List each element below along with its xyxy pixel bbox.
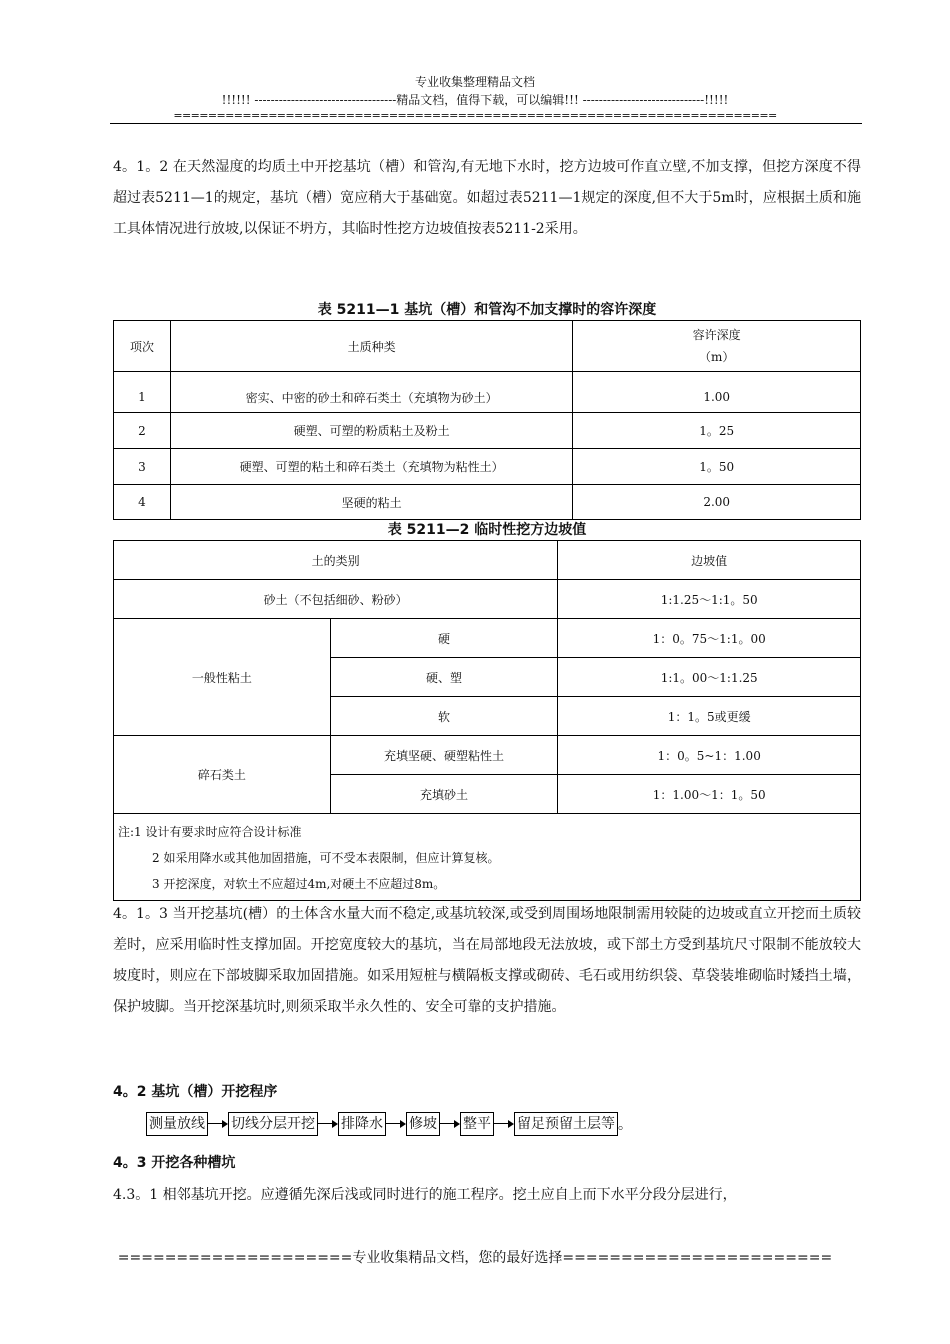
- slope-value-table: [113, 540, 861, 901]
- table-row: 软 1：1。5或更缓: [114, 697, 861, 736]
- arrow-right-icon: [440, 1119, 460, 1129]
- table-row: 2 硬塑、可塑的粉质粘土及粉土 1。25: [114, 413, 861, 449]
- table-row: 碎石类土 充填坚硬、硬塑粘性土 1：0。5~1：1.00: [114, 736, 861, 775]
- header-slope-value: 边坡值: [558, 541, 861, 580]
- table-row: 硬、塑 1:1。00～1:1.25: [114, 658, 861, 697]
- table-row: 1 密实、中密的砂土和碎石类土（充填物为砂土） 1.00: [114, 372, 861, 413]
- flow-step: 整平: [460, 1112, 494, 1136]
- table-row: 4 坚硬的粘土 2.00: [114, 485, 861, 520]
- flow-step: 修坡: [406, 1112, 440, 1136]
- flow-step: 排降水: [338, 1112, 386, 1136]
- header-item-no: 项次: [114, 321, 171, 372]
- table2-title: 表 5211—2 临时性挖方边坡值: [387, 522, 587, 538]
- header-title: 专业收集整理精品文档: [414, 75, 535, 89]
- table-notes: [114, 814, 861, 901]
- table-row: 一般性粘土 硬 1：0。75～1:1。00: [114, 619, 861, 658]
- arrow-right-icon: [494, 1119, 514, 1129]
- footer-text: ====================专业收集精品文档，您的最好选择=======================: [117, 1250, 833, 1266]
- arrow-right-icon: [318, 1119, 338, 1129]
- header-subtitle: !!!!!! -----------------------------------精品文档，值得下载，可以编辑!!! ------------------------------!!!!!: [221, 93, 729, 107]
- table-row: 充填砂土 1：1.00～1：1。50: [114, 775, 861, 814]
- header-separator: ======================================================================: [173, 109, 777, 122]
- header-allowable-depth: 容许深度 （m）: [573, 321, 861, 372]
- gravel-category: 碎石类土: [114, 736, 331, 814]
- paragraph-4-1-3: 4。1。3 当开挖基坑(槽）的土体含水量大而不稳定,或基坑较深,或受到周围场地限制需用较陡的边坡或直立开挖而土质较差时，应采用临时性支撑加固。开挖宽度较大的基坑，当在局部地段无法放坡，或下部土方受到基坑尺寸限制不能放较大坡度时，则应在下部坡脚采取加固措施。如采用短桩与横隔板支撑或砌砖、毛石或用纺织袋、草袋装堆砌临时矮挡土墙，保护坡脚。当开挖深基坑时,则须采取半永久性的、安全可靠的支护措施。: [113, 906, 861, 1015]
- arrow-right-icon: [386, 1119, 406, 1129]
- arrow-right-icon: [208, 1119, 228, 1129]
- flow-step: 留足预留土层等: [514, 1112, 618, 1136]
- paragraph-4-3-1: 4.3。1 相邻基坑开挖。应遵循先深后浅或同时进行的施工程序。挖土应自上而下水平分段分层进行，: [113, 1187, 737, 1203]
- note-3: 3 开挖深度，对软土不应超过4m,对硬土不应超过8m。: [152, 877, 446, 891]
- note-2: 2 如采用降水或其他加固措施，可不受本表限制，但应计算复核。: [152, 851, 500, 865]
- excavation-flowchart: [146, 1111, 632, 1137]
- header-soil-type: 土质种类: [170, 321, 572, 372]
- flow-step: 切线分层开挖: [228, 1112, 318, 1136]
- note-1: 注:1 设计有要求时应符合设计标准: [118, 825, 302, 839]
- header-soil-category: 土的类别: [114, 541, 558, 580]
- table1-title: 表 5211—1 基坑（槽）和管沟不加支撑时的容许深度: [317, 302, 657, 318]
- table-row: 3 硬塑、可塑的粘土和碎石类土（充填物为粘性土） 1。50: [114, 449, 861, 485]
- clay-category: 一般性粘土: [114, 619, 331, 736]
- header-rule: [110, 123, 862, 124]
- flow-end: 。: [618, 1117, 632, 1133]
- table-row: 砂土（不包括细砂、粉砂） 1:1.25～1:1。50: [114, 580, 861, 619]
- flow-step: 测量放线: [146, 1112, 208, 1136]
- section-4-3-heading: 4。3 开挖各种槽坑: [113, 1155, 236, 1171]
- paragraph-4-1-2: 4。1。2 在天然湿度的均质土中开挖基坑（槽）和管沟,有无地下水时，挖方边坡可作直立壁,不加支撑，但挖方深度不得超过表5211—1的规定，基坑（槽）宽应稍大于基础宽。如超过表5211—1规定的深度,但不大于5m时，应根据土质和施工具体情况进行放坡,以保证不坍方，其临时性挖方边坡值按表5211-2采用。: [113, 159, 861, 237]
- section-4-2-heading: 4。2 基坑（槽）开挖程序: [113, 1084, 278, 1100]
- allowable-depth-table: [113, 320, 861, 520]
